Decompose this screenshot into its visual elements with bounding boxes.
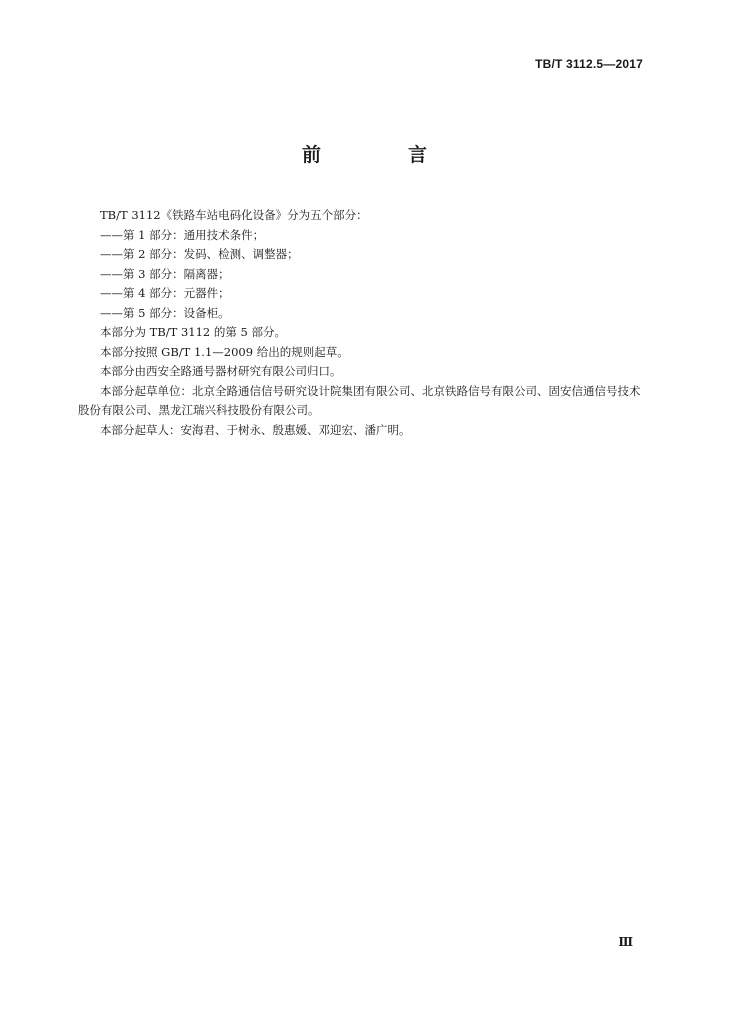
part-list-item: ——第 5 部分：设备柜。 [100,305,230,320]
part-list-item: ——第 3 部分：隔离器； [100,266,230,281]
part-list-item: ——第 2 部分：发码、检测、调整器； [100,247,299,261]
foreword-body [78,206,646,440]
page-number: Ⅲ [618,935,633,949]
drafters-paragraph: 本部分起草人：安海君、于树永、殷惠媛、邓迎宏、潘广明。 [100,422,411,437]
part-list-item: ——第 1 部分：通用技术条件； [100,227,265,242]
drafting-rule-paragraph: 本部分按照 GB/T 1.1—2009 给出的规则起草。 [100,344,349,359]
page-title: 前 言 [301,144,461,166]
proposed-by-paragraph: 本部分由西安全路通号器材研究有限公司归口。 [100,364,342,378]
intro-paragraph: TB/T 3112《铁路车站电码化设备》分为五个部分： [100,208,368,222]
this-part-paragraph: 本部分为 TB/T 3112 的第 5 部分。 [100,325,287,339]
part-list-item: ——第 4 部分：元器件； [100,286,230,300]
drafting-units-paragraph: 本部分起草单位：北京全路通信信号研究设计院集团有限公司、北京铁路信号有限公司、固安信通信号技术股份有限公司、黑龙江瑞兴科技股份有限公司。 [78,383,641,417]
standard-code: TB/T 3112.5—2017 [535,57,643,71]
